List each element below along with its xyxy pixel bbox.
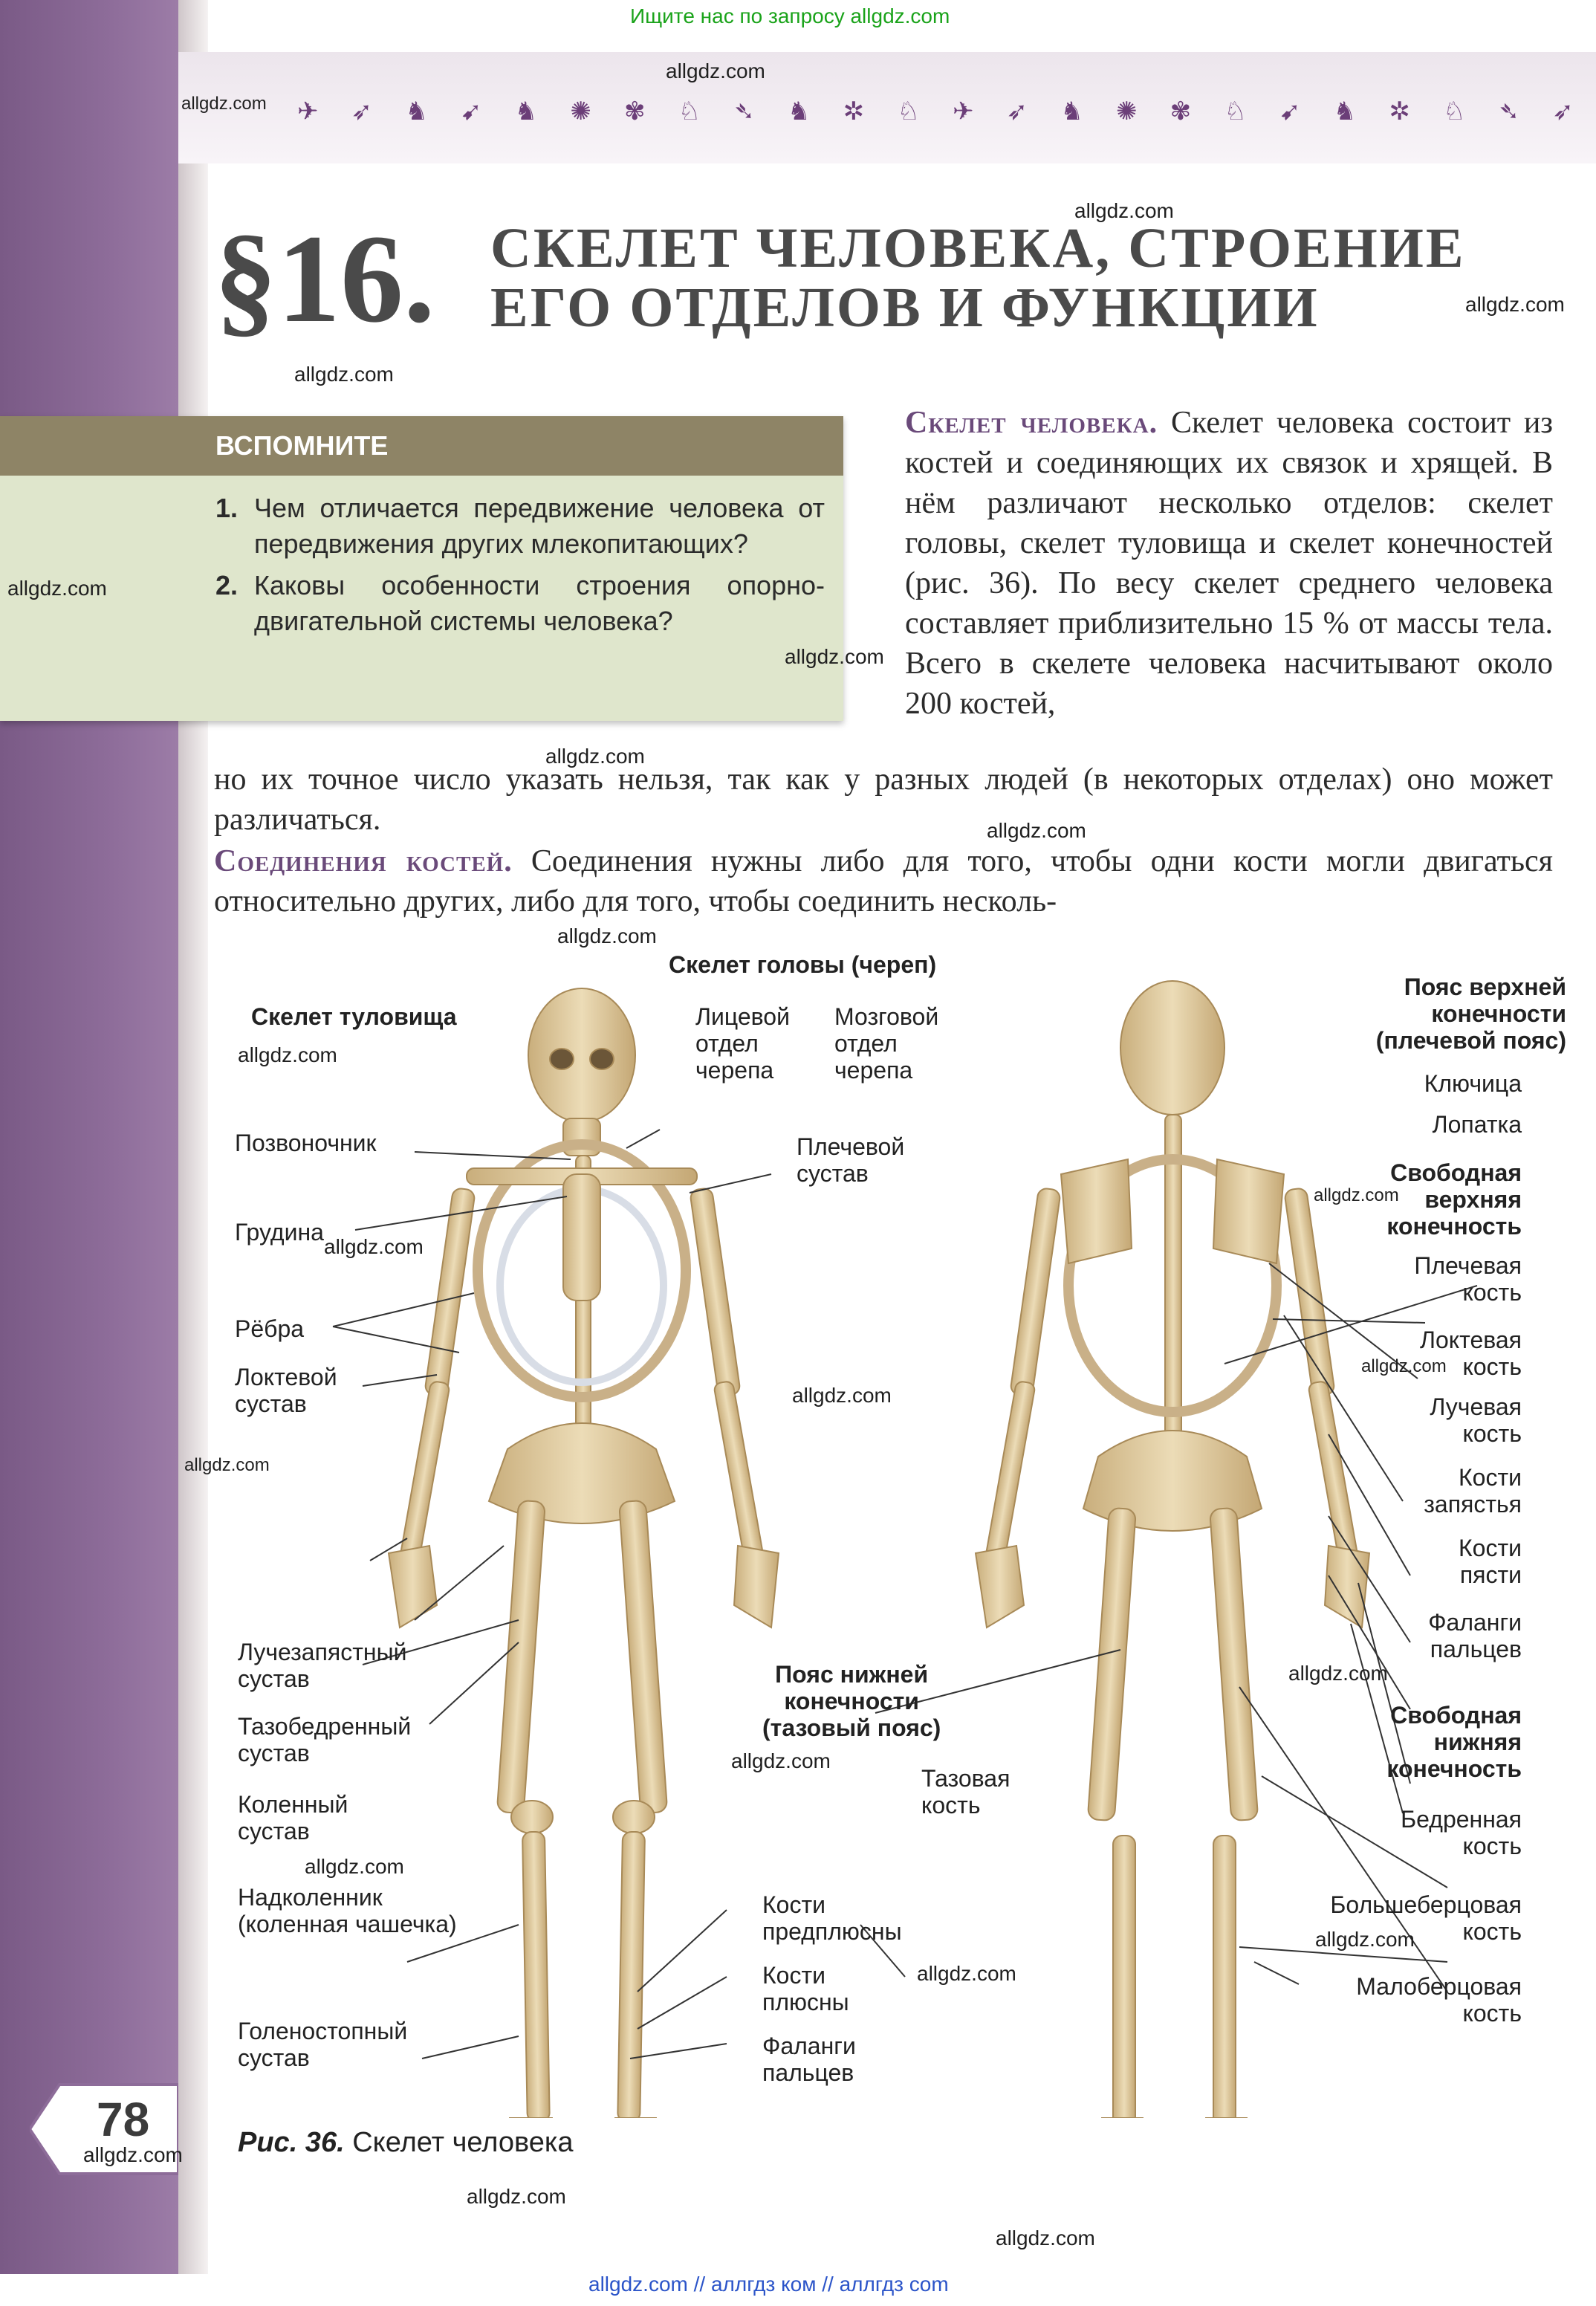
watermark: allgdz.com	[1465, 293, 1565, 316]
label-scapula: Лопатка	[1432, 1111, 1522, 1138]
watermark: allgdz.com	[83, 2143, 183, 2166]
remember-box	[0, 416, 843, 721]
title-line-1: СКЕЛЕТ ЧЕЛОВЕКА, СТРОЕНИЕ	[490, 217, 1466, 279]
label-trunk: Скелет туловища	[251, 1003, 457, 1030]
item-text: Чем отличается передвижение человека от передвижения других млекопитающих?	[254, 493, 825, 559]
paragraph-lead: Скелет человека.	[905, 406, 1158, 440]
watermark: allgdz.com	[666, 59, 765, 82]
back-skeleton	[976, 981, 1369, 2118]
remember-list	[215, 490, 825, 645]
watermark: allgdz.com	[917, 1962, 1016, 1985]
watermark: allgdz.com	[181, 94, 267, 114]
label-pelvic-belt: Пояс нижней конечности (тазовый пояс)	[762, 1661, 941, 1741]
label-knee-joint: Коленный сустав	[238, 1791, 348, 1845]
watermark: allgdz.com	[987, 819, 1086, 842]
watermark: allgdz.com	[305, 1855, 404, 1878]
label-elbow-joint: Локтевой сустав	[235, 1364, 337, 1417]
label-ribs: Рёбра	[235, 1315, 305, 1342]
watermark: allgdz.com	[324, 1235, 424, 1258]
label-femur: Бедренная кость	[1401, 1806, 1522, 1859]
paragraph-joints	[214, 841, 1553, 922]
bird-icon: ➴	[1498, 97, 1522, 126]
label-hip-joint: Тазобедренный сустав	[238, 1713, 412, 1766]
animal-icon: ♞	[1333, 97, 1358, 126]
top-watermark[interactable]: Ищите нас по запросу allgdz.com	[630, 4, 950, 27]
scorpion-icon: ✺	[1115, 97, 1139, 126]
watermark: allgdz.com	[545, 745, 645, 768]
caption-text: Скелет человека	[352, 2127, 574, 2158]
bird-icon: ✈	[952, 97, 976, 126]
item-text: Каковы особенности строения опорно-двигательной системы человека?	[254, 570, 825, 636]
label-pelvis: Тазовая кость	[921, 1765, 1011, 1818]
paragraph-skeleton	[905, 403, 1553, 724]
watermark: allgdz.com	[7, 577, 107, 600]
label-skull: Скелет головы (череп)	[669, 951, 937, 978]
label-tibia: Большеберцовая кость	[1330, 1891, 1522, 1945]
watermark: allgdz.com	[467, 2185, 566, 2208]
animal-icon: ♘	[897, 97, 921, 126]
watermark: allgdz.com	[294, 363, 394, 386]
watermark: allgdz.com	[1314, 1185, 1399, 1205]
label-face-skull: Лицевой отдел черепа	[695, 1003, 790, 1084]
bird-icon: ➴	[733, 97, 756, 126]
label-carpals: Кости запястья	[1424, 1464, 1522, 1518]
label-metacarpals: Кости пясти	[1459, 1535, 1522, 1588]
label-fingers: Фаланги пальцев	[1428, 1609, 1522, 1662]
watermark: allgdz.com	[785, 645, 884, 668]
insect-icon: ✲	[843, 97, 866, 126]
bird-icon: ✈	[297, 97, 320, 126]
figure-caption	[238, 2127, 573, 2159]
animal-icon: ♞	[514, 97, 539, 126]
animal-icon: ♘	[678, 97, 703, 126]
remember-item	[215, 490, 825, 562]
animal-icon: ♞	[1060, 97, 1085, 126]
side-color-strip	[0, 0, 178, 2274]
label-spine: Позвоночник	[235, 1130, 377, 1156]
remember-heading: ВСПОМНИТЕ	[0, 416, 843, 476]
paragraph-lead: Соединения костей.	[214, 844, 513, 878]
label-clavicle: Ключица	[1424, 1070, 1522, 1097]
animal-icon: ♘	[1224, 97, 1248, 126]
insect-icon: ✲	[1389, 97, 1412, 126]
watermark: allgdz.com	[731, 1749, 831, 1772]
label-sternum: Грудина	[235, 1219, 324, 1246]
watermark: allgdz.com	[1315, 1928, 1415, 1951]
label-ankle-joint: Голеностопный сустав	[238, 2018, 408, 2071]
label-shoulder-belt: Пояс верхней конечности (плечевой пояс)	[1375, 974, 1566, 1054]
watermark: allgdz.com	[1361, 1356, 1447, 1376]
item-number: 1.	[215, 493, 239, 523]
remember-item	[215, 568, 825, 639]
scorpion-icon: ✺	[570, 97, 593, 126]
paragraph-text: Соединения нужны либо для того, чтобы одни кости могли двигаться относительно других, либо для того, чтобы соединить несколь-	[214, 844, 1553, 919]
watermark: allgdz.com	[996, 2226, 1095, 2250]
bottom-watermark[interactable]: allgdz.com // аллгдз ком // аллгдз com	[588, 2273, 949, 2296]
caption-lead: Рис. 36.	[238, 2127, 345, 2158]
butterfly-icon: ✾	[1170, 97, 1193, 126]
watermark: allgdz.com	[238, 1043, 337, 1066]
section-number: §16.	[214, 209, 435, 349]
bird-icon: ➹	[461, 97, 484, 126]
fish-icon: ➶	[351, 97, 374, 126]
label-free-upper-limb: Свободная верхняя конечность	[1386, 1159, 1522, 1240]
watermark: allgdz.com	[557, 924, 657, 948]
watermark: allgdz.com	[1288, 1662, 1388, 1685]
fish-icon: ➶	[1552, 97, 1575, 126]
label-ulna: Локтевая кость	[1419, 1327, 1522, 1380]
label-free-lower-limb: Свободная нижняя конечность	[1386, 1702, 1522, 1782]
section-title	[490, 219, 1560, 338]
label-toes: Фаланги пальцев	[762, 2033, 856, 2086]
paragraph-skeleton-cont: но их точное число указать нельзя, так как у разных людей (в некоторых отделах) оно может различаться.	[214, 762, 1553, 837]
label-wrist-joint: Лучезапястный сустав	[238, 1639, 407, 1692]
label-tarsus: Кости предплюсны	[762, 1891, 902, 1945]
animal-icon: ♞	[788, 97, 812, 126]
page-fold-shadow	[178, 0, 208, 2274]
watermark: allgdz.com	[184, 1455, 270, 1475]
animal-icon: ♞	[405, 97, 429, 126]
label-radius: Лучевая кость	[1430, 1393, 1522, 1447]
label-fibula: Малоберцовая кость	[1356, 1973, 1522, 2027]
butterfly-icon: ✾	[624, 97, 647, 126]
watermark: allgdz.com	[1074, 199, 1174, 222]
label-brain-skull: Мозговой отдел черепа	[834, 1003, 939, 1084]
paragraph-text: Скелет человека состоит из костей и соединяющих их связок и хрящей. В нём различают несколько отделов: скелет головы, скелет туловища и скелет конечностей (рис. 36). По весу скелет среднего человека составляет приблизительно 15 % от массы тела. Всего в скелете человека насчитывают около 200 костей,	[905, 406, 1553, 721]
decorative-animal-border	[297, 93, 1575, 130]
label-shoulder-joint: Плечевой сустав	[797, 1133, 905, 1187]
item-number: 2.	[215, 570, 239, 600]
label-patella: Надколенник (коленная чашечка)	[238, 1884, 457, 1937]
label-humerus: Плечевая кость	[1414, 1252, 1522, 1306]
bird-icon: ➹	[1279, 97, 1303, 126]
watermark: allgdz.com	[792, 1384, 892, 1407]
title-line-2: ЕГО ОТДЕЛОВ И ФУНКЦИИ	[490, 276, 1320, 339]
fish-icon: ➶	[1006, 97, 1030, 126]
label-metatarsus: Кости плюсны	[762, 1962, 849, 2015]
page-number: 78	[97, 2093, 150, 2146]
animal-icon: ♘	[1442, 97, 1467, 126]
